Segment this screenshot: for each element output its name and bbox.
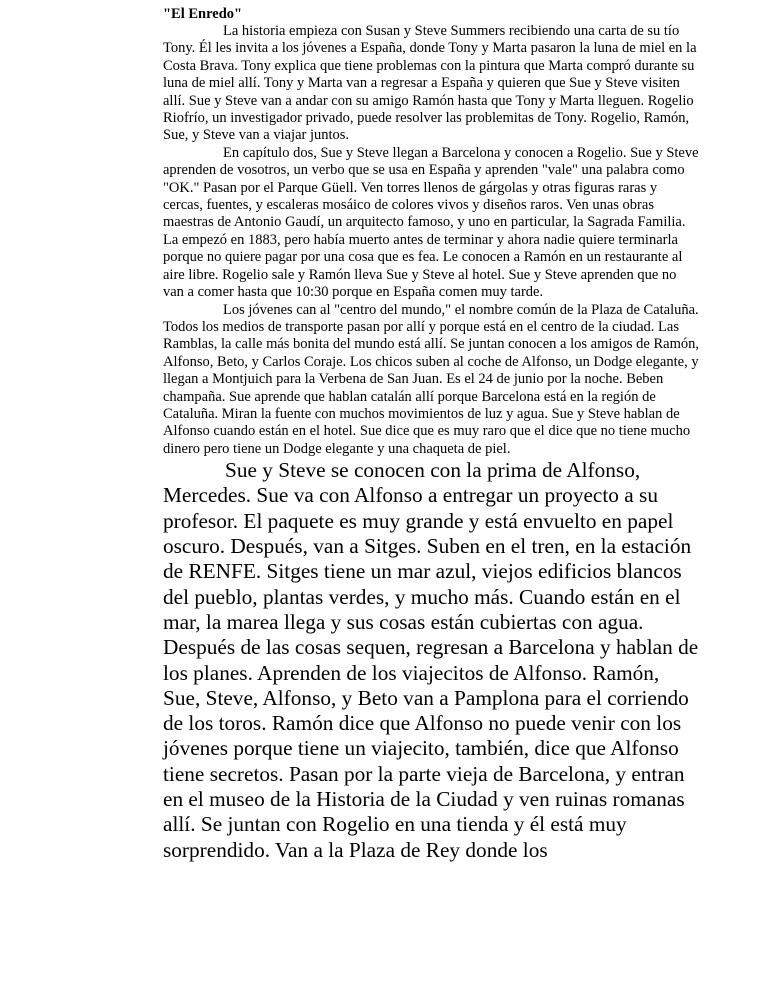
paragraph-1: La historia empieza con Susan y Steve Summers recibiendo una carta de su tío Tony. Él les invita a los jóvenes a España, donde Tony y Marta pasaron la luna de miel en la Costa Brava. Tony explica que tiene problemas con la pintura que Marta compró durante su luna de miel allí. Tony y Marta van a regresar a España y quieren que Sue y Steve visiten allí. Sue y Steve van a andar con su amigo Ramón hasta que Tony y Marta lleguen. Rogelio Riofrío, un investigador privado, puede resolver las problemitas de Tony. Rogelio, Ramón, Sue, y Steve van a viajar juntos. [163, 23, 697, 144]
document-title: "El Enredo" [163, 6, 243, 22]
paragraph-4: Sue y Steve se conocen con la prima de Alfonso, Mercedes. Sue va con Alfonso a entregar un proyecto a su profesor. El paquete es muy grande y está envuelto en papel oscuro. Después, van a Sitges. Suben en el tren, en la estación de RENFE. Sitges tiene un mar azul, viejos edificios blancos del pueblo, plantas verdes, y mucho más. Cuando están en el mar, la marea llega y sus cosas están cubiertas con agua. Después de las cosas sequen, regresan a Barcelona y hablan de los planes. Aprenden de los viajecitos de Alfonso. Ramón, Sue, Steve, Alfonso, y Beto van a Pamplona para el corriendo de los toros. Ramón dice que Alfonso no puede venir con los jóvenes porque tiene un viajecito, también, dice que Alfonso tiene secretos. Pasan por la parte vieja de Barcelona, y entran en el museo de la Historia de la Ciudad y ven ruinas romanas allí. Se juntan con Rogelio en una tienda y él está muy sorprendido. Van a la Plaza de Rey donde los [163, 458, 699, 862]
paragraph-2: En capítulo dos, Sue y Steve llegan a Barcelona y conocen a Rogelio. Sue y Steve aprenden de vosotros, un verbo que se usa en España y aprenden "vale" una palabra como "OK." Pasan por el Parque Güell. Ven torres llenos de gárgolas y otras figuras raras y cercas, fuentes, y escaleras mosáico de colores vivos y diseños raros. Ven unas obras maestras de Antonio Gaudí, un arquitecto famoso, y uno en particular, la Sagrada Familia. La empezó en 1883, pero había muerto antes de terminar y ahora nadie quiere terminarla porque no quiere pagar por una cosa que es fea. Le conocen a Ramón en un restaurante al aire libre. Rogelio sale y Ramón lleva Sue y Steve al hotel. Sue y Steve aprenden que no van a comer hasta que 10:30 porque en España comen muy tarde. [163, 144, 699, 301]
paragraph-3: Los jóvenes can al "centro del mundo," el nombre común de la Plaza de Cataluña. Todos los medios de transporte pasan por allí y porque está en el centro de la ciudad. Las Ramblas, la calle más bonita del mundo está allí. Se juntan conocen a los amigos de Ramón, Alfonso, Beto, y Carlos Coraje. Los chicos suben al coche de Alfonso, un Dodge elegante, y llegan a Montjuich para la Verbena de San Juan. Es el 24 de junio por la noche. Beben champaña. Sue aprende que hablan catalán allí porque Barcelona está en la región de Cataluña. Miran la fuente con muchos movimientos de luz y agua. Sue y Steve hablan de Alfonso cuando están en el hotel. Sue dice que es muy raro que el dice que no tiene mucho dinero pero tiene un Dodge elegante y una chaqueta de piel. [163, 301, 699, 457]
document-body [163, 6, 699, 863]
